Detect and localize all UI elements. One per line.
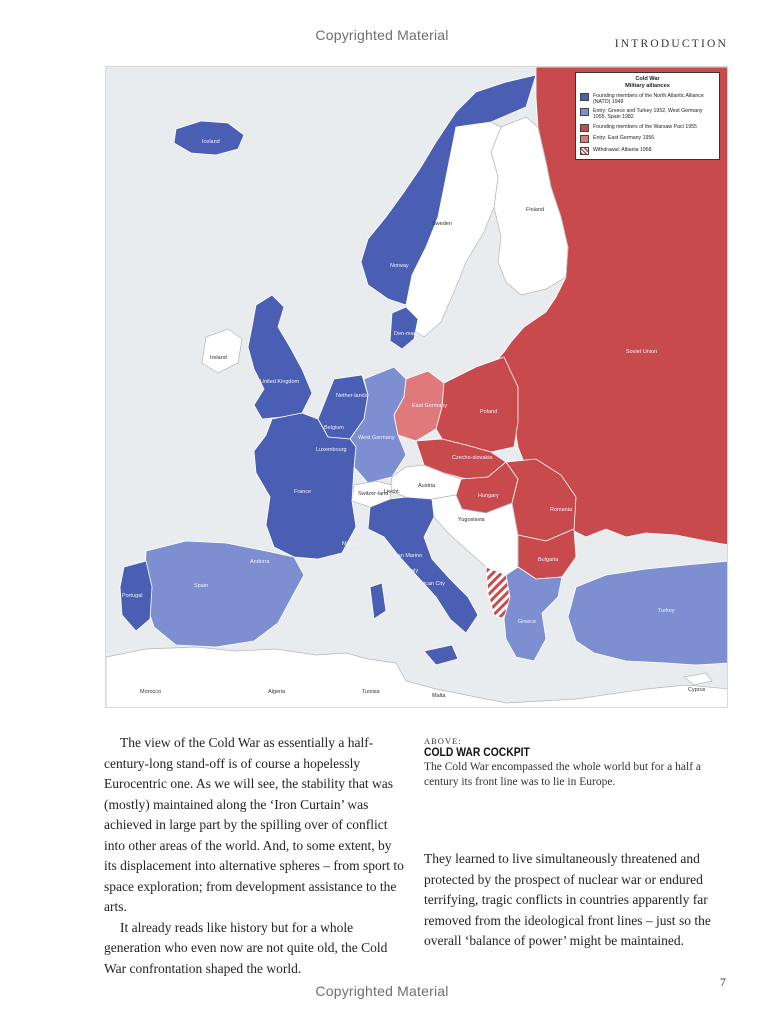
body-column-left <box>104 733 404 979</box>
label-italy: Italy <box>408 568 419 574</box>
label-morocco: Morocco <box>140 689 162 695</box>
label-vatican: Vatican City <box>416 581 445 587</box>
label-uk: United Kingdom <box>260 379 300 385</box>
legend-title-1: Cold War <box>635 76 660 82</box>
label-san-marino: San Marino <box>394 553 423 559</box>
label-algeria: Algeria <box>268 689 286 695</box>
label-norway: Norway <box>390 263 409 269</box>
label-netherlands: Nether-lands <box>336 393 368 399</box>
legend-label: Entry: Greece and Turkey 1952, West Germany 1955, Spain 1982 <box>593 108 703 120</box>
legend-swatch-warsaw-founding <box>580 124 589 132</box>
label-denmark: Den-mark <box>394 331 419 337</box>
label-portugal: Portugal <box>122 593 143 599</box>
watermark-bottom: Copyrighted Material <box>315 983 449 999</box>
label-finland: Finland <box>526 207 545 213</box>
page-number: 7 <box>720 977 726 989</box>
label-liechtenstein: Liecht. <box>384 489 401 495</box>
label-luxembourg: Luxembourg <box>316 447 347 453</box>
label-iceland: Iceland <box>202 139 220 145</box>
label-poland: Poland <box>480 409 498 415</box>
label-belgium: Belgium <box>324 425 344 431</box>
label-soviet-union: Soviet Union <box>626 349 658 355</box>
label-turkey: Turkey <box>658 608 675 614</box>
body-column-right <box>424 849 732 952</box>
label-spain: Spain <box>194 583 209 589</box>
paragraph-2: It already reads like history but for a whole generation who even now are not quite old, the Cold War confrontation shaped the world. <box>104 919 388 976</box>
label-sweden: Sweden <box>432 221 452 227</box>
label-switzerland: Switzer-land <box>358 491 389 497</box>
label-andorra: Andorra <box>250 559 270 565</box>
legend-label: Founding members of the North Atlantic Alliance (NATO) 1949 <box>593 92 704 105</box>
label-malta: Malta <box>432 693 446 699</box>
label-tunisia: Tunisia <box>362 689 380 695</box>
caption-label: ABOVE: <box>424 736 462 746</box>
label-cyprus: Cyprus <box>688 687 706 693</box>
legend-swatch-nato-entry <box>580 108 589 116</box>
cold-war-map <box>105 66 728 708</box>
label-hungary: Hungary <box>478 493 499 499</box>
paragraph-3: They learned to live simultaneously threatened and protected by the prospect of nuclear war or endured terrifying, tragic conflicts in countries apparently far removed from the ideological front lines – just so the overall ‘balance of power’ might be maintained. <box>424 851 711 948</box>
watermark-top: Copyrighted Material <box>315 27 449 43</box>
label-czechoslovakia: Czecho-slovakia <box>452 455 493 461</box>
legend-item-nato-founding <box>580 93 715 105</box>
map-legend <box>575 72 720 160</box>
label-monaco: Monaco <box>342 541 362 547</box>
label-bulgaria: Bulgaria <box>538 557 559 563</box>
legend-item-withdrawal <box>580 147 715 155</box>
label-west-germany: West Germany <box>358 435 395 441</box>
label-austria: Austria <box>418 483 436 489</box>
legend-title-2: Military alliances <box>625 82 670 89</box>
legend-item-warsaw-founding <box>580 124 715 132</box>
legend-item-nato-entry <box>580 108 715 120</box>
legend-swatch-warsaw-entry <box>580 135 589 143</box>
legend-label: Founding members of the Warsaw Pact 1955 <box>593 123 697 130</box>
map-caption <box>424 736 734 790</box>
legend-item-warsaw-entry <box>580 135 715 143</box>
caption-title: COLD WAR COCKPIT <box>424 747 530 759</box>
map-svg <box>106 67 728 708</box>
caption-body: The Cold War encompassed the whole world but for a half a century its front line was to lie in Europe. <box>424 761 702 788</box>
label-romania: Romania <box>550 507 573 513</box>
legend-swatch-withdrawal <box>580 147 589 155</box>
running-head: INTRODUCTION <box>614 38 728 50</box>
legend-label: Entry: East Germany 1956 <box>593 135 655 141</box>
legend-swatch-nato-founding <box>580 93 589 101</box>
label-ireland: Ireland <box>210 355 227 361</box>
label-east-germany: East Germany <box>412 403 448 409</box>
legend-label: Withdrawal: Albania 1968 <box>593 146 652 153</box>
label-france: France <box>294 489 312 495</box>
paragraph-1: The view of the Cold War as essentially a half-century-long stand-off is of course a hopelessly Eurocentric one. As we will see, the stability that was (mostly) maintained along the ‘Iron Curtain’ was achieved in large part by the spilling over of conflict into other areas of the world. And, to some extent, by its displacement into alternative spheres – from sport to space exploration; from development assistance to the arts. <box>104 735 404 914</box>
label-yugoslavia: Yugoslavia <box>458 517 485 523</box>
label-greece: Greece <box>518 619 537 625</box>
